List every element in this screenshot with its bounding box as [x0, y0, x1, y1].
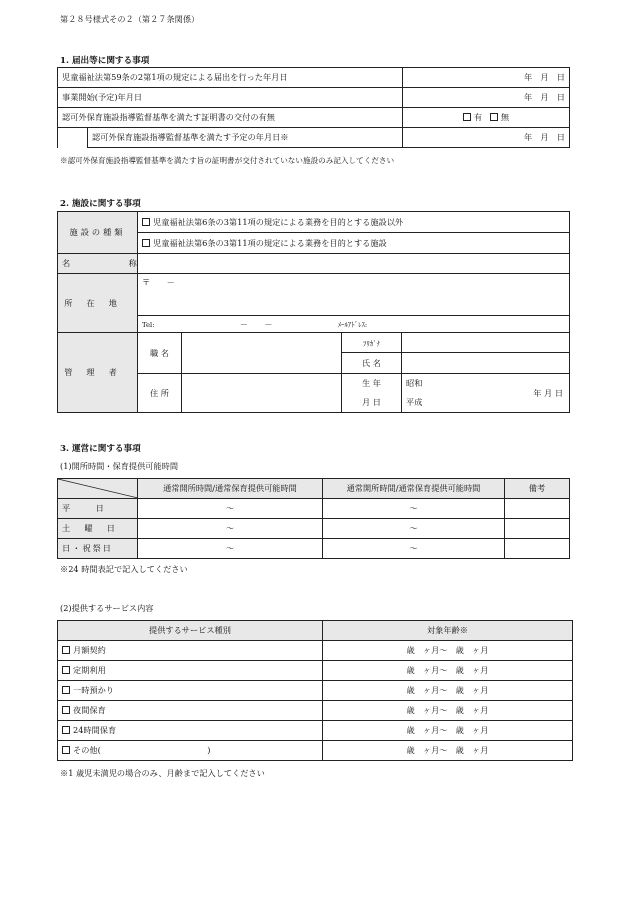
tel-field[interactable]: － －: [239, 318, 273, 329]
hours-note: ※24 時間表記で記入してください: [60, 564, 188, 574]
no-checkbox[interactable]: [490, 113, 498, 121]
facility-type-option-1: [138, 212, 570, 233]
contact-row: [138, 316, 570, 333]
col-hours-1: 通常開所時間/通常保育提供可能時間: [138, 479, 323, 499]
holiday-hours-1[interactable]: ～: [138, 539, 323, 559]
notification-date-label: 児童福祉法第59条の2第1項の規定による届出を行った年月日: [58, 68, 403, 88]
yes-checkbox[interactable]: [463, 113, 471, 121]
certificate-choice: [403, 108, 570, 128]
type2-checkbox[interactable]: [142, 239, 150, 247]
facility-type-option-2: [138, 233, 570, 254]
service-other: [58, 741, 323, 761]
services-note: ※1 歳児未満児の場合のみ、月齢まで記入してください: [60, 768, 265, 778]
type1-checkbox[interactable]: [142, 218, 150, 226]
col-hours-2: 通常開所時間/通常保育提供可能時間: [323, 479, 505, 499]
start-date-label: 事業開始(予定)年月日: [58, 88, 403, 108]
start-date-field[interactable]: 年 月 日: [403, 88, 570, 108]
email-label: ﾒｰﾙｱﾄﾞﾚｽ:: [337, 320, 368, 329]
facility-name-label: 名 称: [58, 254, 138, 274]
yes-label: 有: [473, 112, 483, 122]
job-title-field[interactable]: [182, 333, 342, 374]
section3-title: 3. 運営に関する事項: [60, 444, 141, 454]
monthly-label: 月額契約: [73, 645, 106, 655]
birth-label-1: 生 年: [362, 378, 381, 388]
holiday-hours-2[interactable]: ～: [323, 539, 505, 559]
regular-label: 定期利用: [73, 665, 106, 675]
section2-title: 2. 施設に関する事項: [60, 199, 141, 209]
other-label[interactable]: その他( ): [73, 745, 211, 755]
24h-checkbox[interactable]: [62, 726, 70, 734]
temporary-checkbox[interactable]: [62, 686, 70, 694]
age-regular[interactable]: 歳 ヶ月～ 歳 ヶ月: [323, 661, 573, 681]
certificate-label: 認可外保育施設指導監督基準を満たす証明書の交付の有無: [58, 108, 403, 128]
manager-label: 管理者: [58, 333, 138, 413]
col-remarks: 備考: [505, 479, 570, 499]
age-night[interactable]: 歳 ヶ月～ 歳 ヶ月: [323, 701, 573, 721]
services-subtitle: (2)提供するサービス内容: [60, 603, 154, 613]
birth-date-field[interactable]: [402, 374, 570, 413]
manager-address-label: 住 所: [138, 374, 182, 413]
era-heisei[interactable]: 平成: [406, 397, 423, 407]
furigana-label: ﾌﾘｶﾞﾅ: [342, 333, 402, 353]
location-label: 所在地: [58, 274, 138, 333]
saturday-label: 土 曜 日: [58, 519, 138, 539]
type2-label: 児童福祉法第6条の3第11項の規定による業務を目的とする施設: [153, 237, 387, 248]
service-monthly: [58, 641, 323, 661]
facility-name-field[interactable]: [138, 254, 570, 274]
section1-title: 1. 届出等に関する事項: [60, 56, 150, 66]
service-24h: [58, 721, 323, 741]
holiday-remarks[interactable]: [505, 539, 570, 559]
night-label: 夜間保育: [73, 705, 106, 715]
monthly-checkbox[interactable]: [62, 646, 70, 654]
birth-label-2: 月 日: [362, 397, 381, 407]
birth-label: [342, 374, 402, 413]
hours-corner: [58, 479, 138, 499]
facility-table: [57, 211, 570, 413]
hours-subtitle: (1)開所時間・保育提供可能時間: [60, 461, 179, 471]
target-age-header: 対象年齢※: [323, 621, 573, 641]
service-night: [58, 701, 323, 721]
indent-cell: [58, 128, 88, 148]
weekday-hours-2[interactable]: ～: [323, 499, 505, 519]
era-showa[interactable]: 昭和: [406, 378, 423, 388]
service-type-header: 提供するサービス種別: [58, 621, 323, 641]
age-temporary[interactable]: 歳 ヶ月～ 歳 ヶ月: [323, 681, 573, 701]
manager-name-label: 氏 名: [342, 353, 402, 374]
no-label: 無: [500, 112, 510, 122]
section1-note: ※認可外保育施設指導監督基準を満たす旨の証明書が交付されていない施設のみ記入してください: [60, 156, 395, 165]
birth-date-text: 年 月 日: [533, 388, 564, 398]
weekday-remarks[interactable]: [505, 499, 570, 519]
weekday-label: 平 日: [58, 499, 138, 519]
furigana-field[interactable]: [402, 333, 570, 353]
expected-date-label: 認可外保育施設指導監督基準を満たす予定の年月日※: [88, 128, 403, 148]
manager-name-field[interactable]: [402, 353, 570, 374]
age-24h[interactable]: 歳 ヶ月～ 歳 ヶ月: [323, 721, 573, 741]
night-checkbox[interactable]: [62, 706, 70, 714]
notification-table: [57, 67, 570, 148]
age-other[interactable]: 歳 ヶ月～ 歳 ヶ月: [323, 741, 573, 761]
24h-label: 24時間保育: [73, 725, 117, 735]
service-temporary: [58, 681, 323, 701]
manager-address-field[interactable]: [182, 374, 342, 413]
holiday-label: 日・祝祭日: [58, 539, 138, 559]
services-table: [57, 620, 573, 761]
facility-type-label: 施設の種類: [58, 212, 138, 254]
hours-table: [57, 478, 570, 559]
regular-checkbox[interactable]: [62, 666, 70, 674]
saturday-remarks[interactable]: [505, 519, 570, 539]
expected-date-field[interactable]: 年 月 日: [403, 128, 570, 148]
other-checkbox[interactable]: [62, 746, 70, 754]
age-monthly[interactable]: 歳 ヶ月～ 歳 ヶ月: [323, 641, 573, 661]
job-title-label: 職 名: [138, 333, 182, 374]
form-number: 第２８号様式その２（第２７条関係）: [60, 14, 200, 24]
weekday-hours-1[interactable]: ～: [138, 499, 323, 519]
type1-label: 児童福祉法第6条の3第11項の規定による業務を目的とする施設以外: [153, 216, 404, 227]
service-regular: [58, 661, 323, 681]
saturday-hours-2[interactable]: ～: [323, 519, 505, 539]
saturday-hours-1[interactable]: ～: [138, 519, 323, 539]
diagonal-line: [58, 479, 138, 498]
address-field[interactable]: 〒 －: [138, 274, 570, 316]
notification-date-field[interactable]: 年 月 日: [403, 68, 570, 88]
temporary-label: 一時預かり: [73, 685, 114, 695]
tel-label: Tel:: [142, 320, 155, 329]
